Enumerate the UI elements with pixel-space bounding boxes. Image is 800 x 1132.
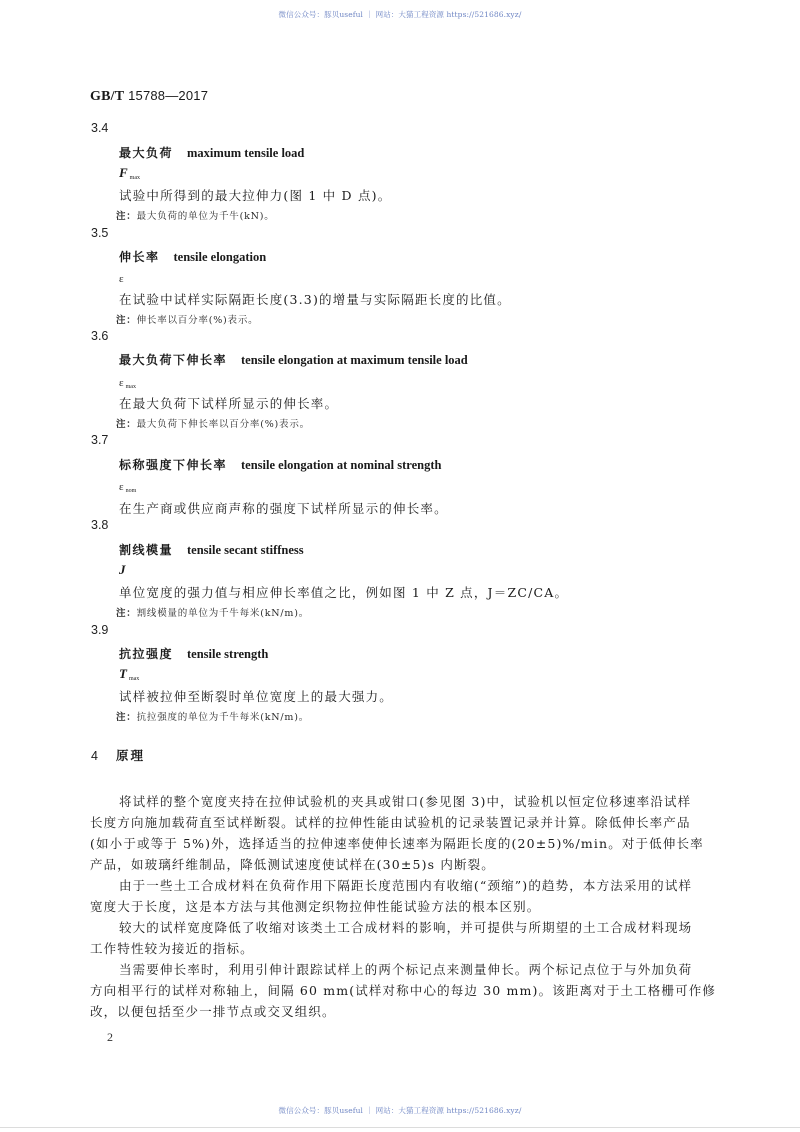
term-title-zh: 抗拉强度 [119,647,174,661]
symbol-subscript: max [125,384,136,390]
term-number: 3.9 [91,623,109,637]
paragraph-line: 方向相平行的试样对称轴上，间隔 60 mm(试样对称中心的每边 30 mm)。该距离对于土工格栅可作修 [90,983,717,998]
term-number: 3.8 [91,518,109,532]
term-symbol [119,562,126,578]
term-title [119,541,304,558]
paragraph-line: 由于一些土工合成材料在负荷作用下隔距长度范围内有收缩(“颈缩”)的趋势，本方法采用的试样 [119,878,693,893]
term-symbol [119,666,139,682]
term-number: 3.7 [91,433,109,447]
term-title-en: tensile elongation [173,250,267,264]
symbol-main: ε [119,273,124,285]
note-label: 注： [116,608,137,619]
paragraph-line: 长度方向施加载荷直至试样断裂。试样的拉伸性能由试验机的记录装置记录并计算。除低伸长率产品 [90,815,691,830]
term-definition: 单位宽度的强力值与相应伸长率值之比，例如图 1 中 Z 点，J＝ZC/CA。 [119,585,569,600]
term-title-zh: 最大负荷 [119,146,174,160]
paragraph-line: 产品，如玻璃纤维制品，降低测试速度使试样在(30±5)s 内断裂。 [90,857,495,872]
term-title [119,645,268,662]
symbol-subscript: max [129,175,141,181]
term-title-zh: 最大负荷下伸长率 [119,353,228,367]
term-number: 3.6 [91,329,109,343]
term-note [116,605,309,619]
note-label: 注： [116,712,137,723]
symbol-main: J [119,562,126,577]
paragraph-line: 当需要伸长率时，利用引伸计跟踪试样上的两个标记点来测量伸长。两个标记点位于与外加负荷 [119,962,693,977]
term-symbol [119,165,140,181]
paragraph-line: 将试样的整个宽度夹持在拉伸试验机的夹具或钳口(参见图 3)中，试验机以恒定位移速率沿试样 [119,794,692,809]
standard-number: 15788—2017 [128,88,209,103]
term-note [116,416,310,430]
term-title-en: tensile strength [187,647,269,661]
term-number: 3.4 [91,121,109,135]
note-text: 抗拉强度的单位为千牛每米(kN/m)。 [136,712,310,723]
symbol-main: ε [119,377,124,389]
term-note [116,709,309,723]
symbol-main: F [119,165,128,180]
term-title [119,351,468,368]
term-title-en: tensile elongation at maximum tensile load [241,353,468,367]
term-title-en: maximum tensile load [187,146,305,160]
note-text: 最大负荷下伸长率以百分率(%)表示。 [136,419,310,430]
term-definition: 在生产商或供应商声称的强度下试样所显示的伸长率。 [119,501,448,516]
note-label: 注： [116,315,137,326]
paragraph-line: (如小于或等于 5%)外，选择适当的拉伸速率使伸长速率为隔距长度的(20±5)%/min。对于低伸长率 [90,836,704,851]
paragraph-line: 改，以便包括至少一排节点或交叉组织。 [90,1004,336,1019]
term-title-zh: 伸长率 [119,250,160,264]
section-number: 4 [91,749,98,763]
symbol-main: T [119,666,127,681]
symbol-subscript: nom [125,488,137,494]
term-symbol [119,374,136,390]
term-title [119,144,304,161]
standard-prefix: GB/T [90,89,125,104]
paragraph-line: 宽度大于长度，这是本方法与其他测定织物拉伸性能试验方法的根本区别。 [90,899,541,914]
term-definition: 试样被拉伸至断裂时单位宽度上的最大强力。 [119,689,394,704]
term-title-zh: 割线模量 [119,543,174,557]
term-title-en: tensile elongation at nominal strength [241,458,442,472]
page-bottom-divider [0,1127,800,1128]
term-definition: 试验中所得到的最大拉伸力(图 1 中 D 点)。 [119,188,392,203]
note-label: 注： [116,419,137,430]
term-number: 3.5 [91,226,109,240]
section-heading [91,746,145,764]
paragraph-line: 工作特性较为接近的指标。 [90,941,254,956]
term-note [116,312,258,326]
watermark-top: 微信公众号：豚贝useful ｜ 网站：大猫工程资源 https://521686.xyz/ [278,10,522,19]
note-text: 割线模量的单位为千牛每米(kN/m)。 [136,608,310,619]
term-definition: 在最大负荷下试样所显示的伸长率。 [119,396,339,411]
page-number: 2 [107,1030,113,1044]
watermark-bottom: 微信公众号：豚贝useful ｜ 网站：大猫工程资源 https://521686.xyz/ [278,1106,522,1115]
section-title: 原理 [115,748,145,763]
paragraph-line: 较大的试样宽度降低了收缩对该类土工合成材料的影响，并可提供与所期望的土工合成材料现场 [119,920,693,935]
term-symbol [119,478,136,494]
symbol-main: ε [119,481,124,493]
standard-code [90,88,208,105]
note-label: 注： [116,211,137,222]
term-title-zh: 标称强度下伸长率 [119,458,228,472]
term-title [119,248,266,265]
symbol-subscript: max [128,676,140,682]
term-definition: 在试验中试样实际隔距长度(3.3)的增量与实际隔距长度的比值。 [119,292,511,307]
term-title [119,456,442,473]
term-note [116,208,275,222]
term-symbol [119,270,124,286]
note-text: 伸长率以百分率(%)表示。 [136,315,259,326]
term-title-en: tensile secant stiffness [187,543,304,557]
note-text: 最大负荷的单位为千牛(kN)。 [136,211,275,222]
